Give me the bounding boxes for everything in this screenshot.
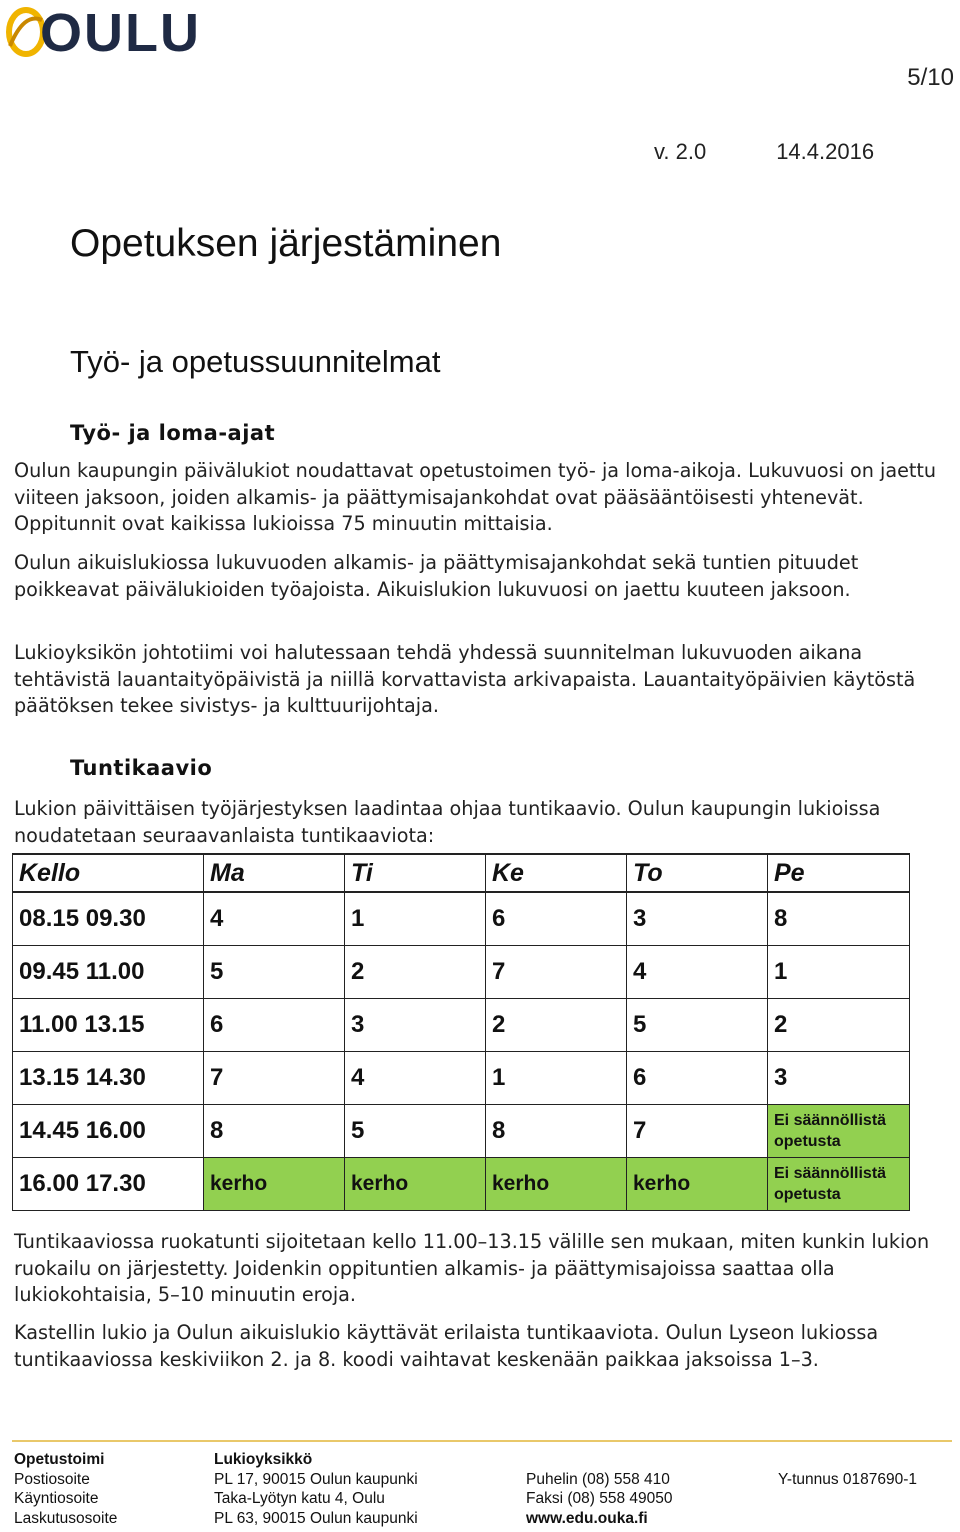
table-cell: 7 bbox=[486, 946, 627, 999]
club-cell: kerho bbox=[204, 1158, 345, 1211]
footer-label: Postiosoite bbox=[14, 1470, 90, 1488]
no-regular-teaching-cell: Ei säännöllistä opetusta bbox=[768, 1158, 910, 1211]
time-cell: 13.15 14.30 bbox=[13, 1052, 204, 1105]
footer-divider bbox=[12, 1440, 952, 1442]
table-cell: 3 bbox=[627, 892, 768, 946]
table-cell: 5 bbox=[627, 999, 768, 1052]
oulu-logo bbox=[4, 2, 201, 63]
section-heading-work-holidays: Työ- ja loma-ajat bbox=[70, 421, 276, 445]
header-cell-pe: Pe bbox=[768, 854, 910, 892]
footer-business-id: Y-tunnus 0187690-1 bbox=[778, 1470, 918, 1488]
time-cell: 08.15 09.30 bbox=[13, 892, 204, 946]
header-cell-ma: Ma bbox=[204, 854, 345, 892]
page-number: 5/10 bbox=[907, 64, 954, 91]
footer-fax: Faksi (08) 558 49050 bbox=[526, 1490, 673, 1507]
version-line bbox=[654, 139, 874, 165]
table-row bbox=[13, 892, 910, 946]
footer-address: Taka-Lyötyn katu 4, Oulu bbox=[214, 1490, 385, 1507]
time-cell: 14.45 16.00 bbox=[13, 1105, 204, 1158]
no-regular-teaching-cell: Ei säännöllistä opetusta bbox=[768, 1105, 910, 1158]
time-cell: 09.45 11.00 bbox=[13, 946, 204, 999]
footer-label: Käyntiosoite bbox=[14, 1490, 99, 1507]
time-cell: 16.00 17.30 bbox=[13, 1158, 204, 1211]
page-title: Opetuksen järjestäminen bbox=[70, 222, 502, 265]
timetable-note-exceptions: Kastellin lukio ja Oulun aikuislukio käyttävät erilaista tuntikaaviota. Oulun Lyseon lukiossa tuntikaaviossa keskiviikon 2. ja 8. koodi vaihtavat keskenään paikkaa jaksoissa 1–3. bbox=[14, 1321, 879, 1371]
table-cell: 8 bbox=[486, 1105, 627, 1158]
table-cell: 4 bbox=[345, 1052, 486, 1105]
club-cell: kerho bbox=[345, 1158, 486, 1211]
footer-website-link[interactable]: www.edu.ouka.fi bbox=[526, 1509, 648, 1527]
table-row bbox=[13, 999, 910, 1052]
paragraph-2: Oulun aikuislukiossa lukuvuoden alkamis- ja päättymisajankohdat sekä tuntien pituudet poikkeavat päivälukioiden työajoista. Aikuislukion lukuvuosi on jaettu kuuteen jaksoon. bbox=[14, 551, 859, 601]
section-heading-timetable: Tuntikaavio bbox=[70, 756, 213, 780]
paragraph-1: Oulun kaupungin päivälukiot noudattavat opetustoimen työ- ja loma-aikoja. Lukuvuosi on jaettu viiteen jaksoon, joiden alkamis- ja päättymisajankohdat ovat pääsääntöisesti yhtenevät. Oppitunnit ovat kaikissa lukioissa 75 minuutin mittaisia. bbox=[14, 459, 937, 535]
timetable bbox=[12, 853, 910, 1211]
footer-address: PL 63, 90015 Oulun kaupunki bbox=[214, 1509, 418, 1527]
table-cell: 2 bbox=[486, 999, 627, 1052]
table-cell: 1 bbox=[345, 892, 486, 946]
table-cell: 4 bbox=[204, 892, 345, 946]
table-cell: 6 bbox=[486, 892, 627, 946]
logo-text: OULU bbox=[40, 3, 201, 63]
table-cell: 8 bbox=[768, 892, 910, 946]
table-cell: 2 bbox=[345, 946, 486, 999]
version: v. 2.0 bbox=[654, 139, 707, 164]
table-cell: 6 bbox=[627, 1052, 768, 1105]
footer-column-2 bbox=[214, 1450, 418, 1528]
table-cell: 4 bbox=[627, 946, 768, 999]
footer-column-3 bbox=[526, 1450, 672, 1528]
header-cell-ke: Ke bbox=[486, 854, 627, 892]
document-date: 14.4.2016 bbox=[776, 139, 875, 164]
footer-phone: Puhelin (08) 558 410 bbox=[526, 1470, 670, 1488]
table-cell: 5 bbox=[204, 946, 345, 999]
table-cell: 7 bbox=[204, 1052, 345, 1105]
timetable-note-lunch: Tuntikaaviossa ruokatunti sijoitetaan kello 11.00–13.15 välille sen mukaan, miten kunkin lukion ruokailu on järjestetty. Joidenkin oppituntien alkamis- ja päättymisajoissa saattaa olla lukiokohtaisia, 5–10 minuutin eroja. bbox=[14, 1230, 930, 1306]
table-cell: 1 bbox=[768, 946, 910, 999]
table-cell: 1 bbox=[486, 1052, 627, 1105]
footer-label: Laskutusosoite bbox=[14, 1509, 118, 1527]
table-cell: 3 bbox=[768, 1052, 910, 1105]
club-cell: kerho bbox=[627, 1158, 768, 1211]
table-cell: 8 bbox=[204, 1105, 345, 1158]
table-row bbox=[13, 1105, 910, 1158]
paragraph-3: Lukioyksikön johtotiimi voi halutessaan tehdä yhdessä suunnitelman lukuvuoden aikana tehtävistä lauantaityöpäivistä ja niillä korvattavista arkivapaista. Lauantaityöpäivien käytöstä päätöksen tekee sivistys- ja kulttuurijohtaja. bbox=[14, 641, 916, 717]
logo-swirl-icon bbox=[4, 2, 44, 62]
footer-column-4 bbox=[778, 1450, 917, 1489]
footer-unit: Lukioyksikkö bbox=[214, 1451, 313, 1468]
table-cell: 2 bbox=[768, 999, 910, 1052]
club-cell: kerho bbox=[486, 1158, 627, 1211]
table-row bbox=[13, 1158, 910, 1211]
table-cell: 3 bbox=[345, 999, 486, 1052]
footer-column-1 bbox=[14, 1450, 117, 1528]
table-row bbox=[13, 1052, 910, 1105]
page-subtitle: Työ- ja opetussuunnitelmat bbox=[70, 344, 441, 379]
footer-org: Opetustoimi bbox=[14, 1451, 105, 1468]
timetable-intro: Lukion päivittäisen työjärjestyksen laadintaa ohjaa tuntikaavio. Oulun kaupungin lukioissa noudatetaan seuraavanlaista tuntikaaviota: bbox=[14, 797, 881, 847]
timetable-header-row bbox=[13, 854, 910, 892]
table-cell: 7 bbox=[627, 1105, 768, 1158]
table-cell: 5 bbox=[345, 1105, 486, 1158]
header-cell-kello: Kello bbox=[13, 854, 204, 892]
table-cell: 6 bbox=[204, 999, 345, 1052]
table-row bbox=[13, 946, 910, 999]
header-cell-ti: Ti bbox=[345, 854, 486, 892]
time-cell: 11.00 13.15 bbox=[13, 999, 204, 1052]
footer-address: PL 17, 90015 Oulun kaupunki bbox=[214, 1470, 418, 1488]
header-cell-to: To bbox=[627, 854, 768, 892]
